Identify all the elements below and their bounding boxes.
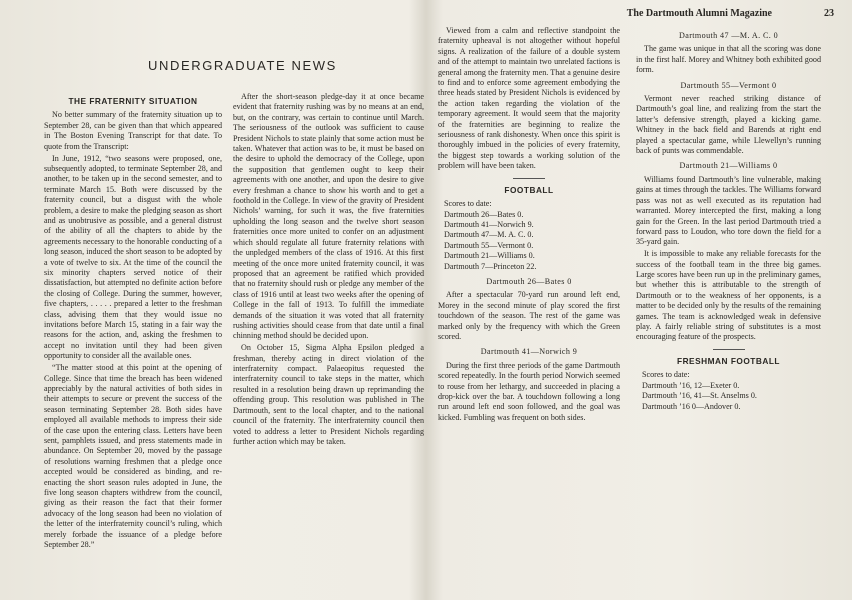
game-report: After a spectacular 70-yard run around left end, Morey in the second minute of play scored the first touchdown of the season. The rest of the game was marked only by the frequency with which the Green scored. bbox=[438, 290, 620, 341]
column-3 bbox=[438, 26, 620, 425]
game-title: Dartmouth 26—Bates 0 bbox=[486, 276, 572, 286]
game-title: Dartmouth 41—Norwich 9 bbox=[480, 347, 578, 357]
column-4 bbox=[636, 26, 821, 416]
game-report: Williams found Dartmouth’s line vulnerable, making gains at times through the tackles. The Williams forward pass was not as well executed as its reputation had warranted. Morey intercepted the first, making a long gain for the Green. In the last period Dartmouth tried a forward pass to Loudon, who tore down the field for a 35-yard gain. bbox=[636, 174, 821, 247]
fraternity-paragraph-5: On October 15, Sigma Alpha Epsilon pledged a freshman, thereby acting in direct violation of the interfraternity compact. Palaeopitus requested the interfraternity council to take steps in the matter, which resulted in a resolution being drawn up reprimanding the offending group. This resolution was published in The Dartmouth, sent to the local chapter, and to the national council of the fraternity. The interfraternity council then voted to address a letter to President Nichols regarding further action which may be taken. bbox=[233, 343, 424, 446]
fraternity-paragraph-2: In June, 1912, “two seasons were proposed, one, subsequently adopted, to terminate September 28, and another, to be taken up in the second semester, and to terminate March 15. Both were discussed by the fraternity council, but a disgust with the whole problem, a desire to make the pledging season as short and as unobtrusive as possible, and a general distrust of the ability of all the chapters to abide by the agreements necessary to the honorable conducting of a long season, induced the short season to be adopted by a vote of twelve to six. At the time of the council the six minority chapters served notice of their dissatisfaction, but attempted no definite action before the closing of College. During the summer, however, five chapters, . . . . . prepared a letter to the freshman class, advising them that they would issue no invitations before March 15, stating in a fair way the reasons for the action, and, asking the freshmen to accept no invitation until they had been given opportunity to consider all the available ones. bbox=[44, 153, 222, 361]
score-line: Dartmouth ’16, 41—St. Anselms 0. bbox=[642, 391, 757, 401]
column-1 bbox=[44, 92, 222, 552]
fraternity-paragraph-4: After the short-season pledge-day it at once became evident that fraternity rushing was by no means at an end, but, on the contrary, was certain to continue until March. The seriousness of the outlook was sufficient to cause President Nichols to state plainly that some action must be taken. Whatever that action was to be, it must be based on the desire to uphold the democracy of the College, upon the supposition that gentlemen ought to keep their agreements with one another, and upon the desire to give every freshman a chance to show his worth and to get a foothold in the College. In view of the gravity of President Nichols’ warning, for such it was, the five fraternities upholding the long season and the twelve short season fraternities once more united to confer on an adjustment which should regulate all future fraternity relations with the unpledged members of the class of 1916. At this first meeting of the once more united fraternity council, it was proposed that an agreement be ratified which provided that no fraternity should rush or pledge any member of the class of 1916 until at least two weeks after the opening of College in the fall of 1913. To fulfill the immediate demands of the situation it was voted that all fraternity rushing activities should cease from that date until a final chinning method should be decided upon. bbox=[233, 92, 424, 341]
football-scores bbox=[444, 199, 620, 272]
page-number: 23 bbox=[824, 8, 834, 19]
game-report: Vermont never reached striking distance of Dartmouth’s goal line, and realizing from the start the latter’s defensive strength, played a kicking game. Whitney in the back field and Barends at right end played a spectacular game, while Llewellyn’s running back of punts was commendable. bbox=[636, 94, 821, 156]
football-heading: FOOTBALL bbox=[504, 184, 554, 195]
column-2 bbox=[233, 92, 424, 449]
magazine-title: The Dartmouth Alumni Magazine bbox=[626, 8, 772, 19]
score-line: Dartmouth 7—Princeton 22. bbox=[444, 261, 537, 271]
fraternity-paragraph-1: No better summary of the fraternity situation up to September 28, can be given than that which appeared in The Boston Evening Transcript for that date. To quote from the Transcript: bbox=[44, 110, 222, 151]
scores-label: Scores to date: bbox=[444, 199, 492, 209]
football-outlook: It is impossible to make any reliable forecasts for the success of the football team in the three big games. Large scores have been run up in the preliminary games, but whether this is attributable to the strength of Dartmouth or to the weakness of her opponents, is a matter to be decided only by the results of the remaining games. The team is acknowledged weak in defensive play. A fairly reliable string of substitutes is a most encouraging feature of the prospects. bbox=[636, 249, 821, 342]
score-line: Dartmouth ’16 0—Andover 0. bbox=[642, 401, 741, 411]
score-line: Dartmouth 26—Bates 0. bbox=[444, 209, 524, 219]
score-line: Dartmouth 55—Vermont 0. bbox=[444, 240, 534, 250]
running-header bbox=[440, 8, 834, 19]
game-report: The game was unique in that all the scoring was done in the first half. Morey and Whitney both exhibited good form. bbox=[636, 44, 821, 75]
game-report: During the first three periods of the game Dartmouth scored repeatedly. In the fourth period Norwich seemed to rouse from her lethargy, and succeeded in placing a drop-kick over the bar. A touchdown following a long run around left end soon followed, and the goal was kicked. Fumbling was frequent on both sides. bbox=[438, 360, 620, 422]
page-title: UNDERGRADUATE NEWS bbox=[148, 58, 337, 73]
score-line: Dartmouth 21—Williams 0. bbox=[444, 251, 535, 261]
fraternity-paragraph-3: “The matter stood at this point at the opening of College. Since that time the breach has been widened appreciably by the natural activities of both sides in their attempts to secure or prevent the success of the season terminating September 28. Both sides have employed all available methods to impress their side of the case upon the entering class. Letters have been sent, pamphlets issued, and press statements made in abundance. On September 20, moved by the passage of resolutions warning freshmen that a pledge once accepted would be considered as binding, and re-enacting the short season rules adopted in June, the five long season chapters withdrew from the council, giving as their reason the fact that their former advocacy of the long season had been no violation of the letter of the interfraternity council’s ruling, which merely forbade the issuance of a pledge before September 28.” bbox=[44, 363, 222, 550]
score-line: Dartmouth 47—M. A. C. 0. bbox=[444, 230, 534, 240]
game-title: Dartmouth 47 —M. A. C. 0 bbox=[678, 31, 779, 40]
fraternity-heading: THE FRATERNITY SITUATION bbox=[68, 96, 198, 106]
game-title: Dartmouth 55—Vermont 0 bbox=[680, 80, 777, 90]
score-line: Dartmouth ’16, 12—Exeter 0. bbox=[642, 380, 740, 390]
game-title: Dartmouth 21—Williams 0 bbox=[679, 161, 778, 171]
score-line: Dartmouth 41—Norwich 9. bbox=[444, 219, 534, 229]
section-divider bbox=[513, 178, 545, 179]
fraternity-paragraph-6: Viewed from a calm and reflective standpoint the fraternity upheaval is not altogether without hopeful signs. A realization of the failure of a double system and of the attempt to maintain two unrelated factions is general among the fraternity men. That a genuine desire to find and to enforce some agreement embodying the three heads stated by President Nichols is evidenced by the action taken regarding the violation of the temporary agreement. It would seem that the majority of the fraternities are beginning to realize the seriousness of rank dishonesty. When once this spirit is thoroughly imbued in the policies of every fraternity, the biggest step towards a working solution of the problem will have been taken. bbox=[438, 26, 620, 171]
scores-label: Scores to date: bbox=[642, 370, 690, 380]
freshman-heading: FRESHMAN FOOTBALL bbox=[677, 355, 780, 366]
freshman-scores bbox=[642, 370, 821, 412]
section-divider bbox=[713, 349, 745, 350]
